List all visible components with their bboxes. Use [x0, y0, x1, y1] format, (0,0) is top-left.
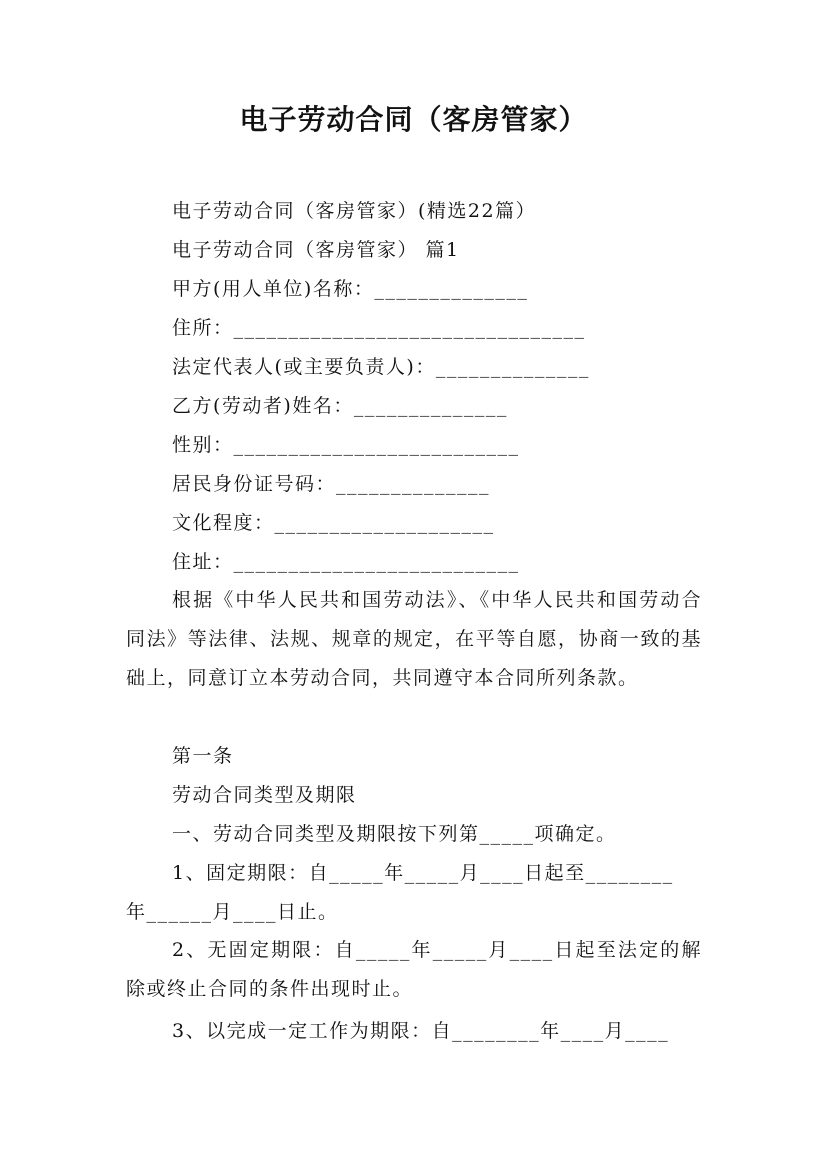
clause-3-line: 3、以完成一定工作为期限：自________年____月____: [172, 1020, 670, 1042]
clause-2-paragraph: 2、无固定期限：自_____年_____月____日起至法定的解除或终止合同的条件出现时止。: [126, 939, 702, 1000]
field-residence: 住址：__________________________: [172, 551, 520, 573]
field-id-number: 居民身份证号码：______________: [172, 473, 491, 495]
section-heading: 电子劳动合同（客房管家） 篇1: [172, 239, 460, 261]
preamble-paragraph: 根据《中华人民共和国劳动法》、《中华人民共和国劳动合同法》等法律、法规、规章的规定，在平等自愿，协商一致的基础上，同意订立本劳动合同，共同遵守本合同所列条款。: [126, 589, 702, 689]
document-subtitle: 电子劳动合同（客房管家）(精选22篇）: [172, 200, 537, 222]
article-1-number: 第一条: [172, 745, 234, 767]
clause-1-line-1: 1、固定期限：自_____年_____月____日起至________: [172, 862, 674, 884]
clause-1-line-2: 年______月____日止。: [126, 901, 339, 923]
clause-intro: 一、劳动合同类型及期限按下列第_____项确定。: [172, 823, 617, 845]
field-education: 文化程度：____________________: [172, 512, 495, 534]
field-party-a-name: 甲方(用人单位)名称：______________: [172, 278, 529, 300]
document-title: 电子劳动合同（客房管家）: [239, 103, 588, 136]
field-party-b-name: 乙方(劳动者)姓名：______________: [172, 395, 508, 417]
field-legal-representative: 法定代表人(或主要负责人)：______________: [172, 356, 590, 378]
field-address: 住所：________________________________: [172, 317, 586, 339]
article-1-title: 劳动合同类型及期限: [172, 784, 357, 806]
field-gender: 性别：__________________________: [172, 434, 520, 456]
